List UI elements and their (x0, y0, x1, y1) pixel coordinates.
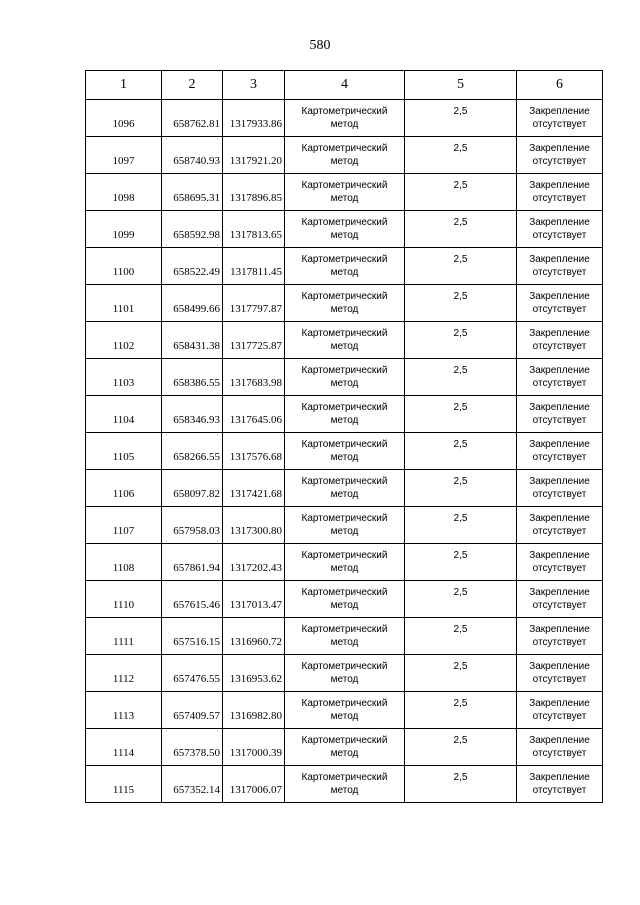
method-line-2: метод (330, 341, 359, 352)
table-row (86, 766, 603, 803)
fixation-cell (517, 359, 603, 396)
method-line-1: Картометрический (301, 550, 388, 561)
method-cell (285, 248, 405, 285)
fixation-cell (517, 618, 603, 655)
method-line-1: Картометрический (301, 180, 388, 191)
point-number-cell: 1102 (86, 322, 162, 359)
x-coordinate-cell: 658346.93 (162, 396, 223, 433)
method-cell (285, 137, 405, 174)
fixation-line-2: отсутствует (532, 304, 587, 315)
fixation-line-2: отсутствует (532, 267, 587, 278)
accuracy-cell: 2,5 (405, 396, 517, 433)
method-line-1: Картометрический (301, 661, 388, 672)
point-number-cell: 1097 (86, 137, 162, 174)
point-number-cell: 1107 (86, 507, 162, 544)
point-number-cell: 1113 (86, 692, 162, 729)
table-row (86, 507, 603, 544)
method-cell (285, 359, 405, 396)
y-coordinate-cell: 1317797.87 (223, 285, 285, 322)
accuracy-cell: 2,5 (405, 655, 517, 692)
fixation-line-1: Закрепление (529, 217, 590, 228)
method-cell (285, 581, 405, 618)
fixation-line-2: отсутствует (532, 119, 587, 130)
table-header-row (86, 71, 603, 100)
fixation-line-2: отсутствует (532, 674, 587, 685)
fixation-cell (517, 507, 603, 544)
method-cell (285, 396, 405, 433)
method-cell (285, 655, 405, 692)
x-coordinate-cell: 658592.98 (162, 211, 223, 248)
method-line-1: Картометрический (301, 328, 388, 339)
fixation-line-1: Закрепление (529, 254, 590, 265)
method-line-2: метод (330, 600, 359, 611)
fixation-line-1: Закрепление (529, 661, 590, 672)
fixation-line-1: Закрепление (529, 106, 590, 117)
fixation-cell (517, 248, 603, 285)
x-coordinate-cell: 658740.93 (162, 137, 223, 174)
column-header-4: 4 (285, 71, 405, 100)
method-cell (285, 729, 405, 766)
fixation-line-1: Закрепление (529, 180, 590, 191)
method-line-1: Картометрический (301, 624, 388, 635)
table-row (86, 174, 603, 211)
y-coordinate-cell: 1317896.85 (223, 174, 285, 211)
fixation-line-1: Закрепление (529, 772, 590, 783)
fixation-line-2: отсутствует (532, 748, 587, 759)
point-number-cell: 1103 (86, 359, 162, 396)
y-coordinate-cell: 1317300.80 (223, 507, 285, 544)
x-coordinate-cell: 658499.66 (162, 285, 223, 322)
table-row (86, 544, 603, 581)
method-line-2: метод (330, 526, 359, 537)
fixation-line-1: Закрепление (529, 735, 590, 746)
method-line-1: Картометрический (301, 254, 388, 265)
accuracy-cell: 2,5 (405, 470, 517, 507)
y-coordinate-cell: 1317921.20 (223, 137, 285, 174)
fixation-line-1: Закрепление (529, 550, 590, 561)
method-cell (285, 285, 405, 322)
method-line-2: метод (330, 748, 359, 759)
accuracy-cell: 2,5 (405, 137, 517, 174)
method-line-2: метод (330, 489, 359, 500)
method-line-1: Картометрический (301, 439, 388, 450)
method-line-1: Картометрический (301, 698, 388, 709)
y-coordinate-cell: 1317645.06 (223, 396, 285, 433)
method-line-2: метод (330, 785, 359, 796)
fixation-cell (517, 470, 603, 507)
point-number-cell: 1115 (86, 766, 162, 803)
method-cell (285, 692, 405, 729)
y-coordinate-cell: 1317933.86 (223, 100, 285, 137)
point-number-cell: 1106 (86, 470, 162, 507)
method-cell (285, 766, 405, 803)
fixation-line-1: Закрепление (529, 513, 590, 524)
point-number-cell: 1098 (86, 174, 162, 211)
fixation-line-2: отсутствует (532, 452, 587, 463)
fixation-cell (517, 100, 603, 137)
fixation-line-1: Закрепление (529, 402, 590, 413)
x-coordinate-cell: 658266.55 (162, 433, 223, 470)
y-coordinate-cell: 1316982.80 (223, 692, 285, 729)
method-cell (285, 322, 405, 359)
accuracy-cell: 2,5 (405, 729, 517, 766)
fixation-line-1: Закрепление (529, 365, 590, 376)
fixation-cell (517, 581, 603, 618)
fixation-cell (517, 211, 603, 248)
method-line-2: метод (330, 452, 359, 463)
fixation-line-1: Закрепление (529, 587, 590, 598)
point-number-cell: 1110 (86, 581, 162, 618)
fixation-cell (517, 655, 603, 692)
accuracy-cell: 2,5 (405, 618, 517, 655)
method-line-1: Картометрический (301, 476, 388, 487)
column-header-6: 6 (517, 71, 603, 100)
method-line-1: Картометрический (301, 106, 388, 117)
point-number-cell: 1112 (86, 655, 162, 692)
fixation-line-1: Закрепление (529, 328, 590, 339)
fixation-line-1: Закрепление (529, 291, 590, 302)
method-line-2: метод (330, 563, 359, 574)
method-cell (285, 211, 405, 248)
table-row (86, 211, 603, 248)
method-cell (285, 470, 405, 507)
method-line-2: метод (330, 230, 359, 241)
fixation-line-1: Закрепление (529, 439, 590, 450)
table-row (86, 248, 603, 285)
method-line-1: Картометрический (301, 143, 388, 154)
accuracy-cell: 2,5 (405, 507, 517, 544)
method-line-1: Картометрический (301, 513, 388, 524)
x-coordinate-cell: 657352.14 (162, 766, 223, 803)
fixation-cell (517, 285, 603, 322)
table-row (86, 322, 603, 359)
table-row (86, 285, 603, 322)
x-coordinate-cell: 658522.49 (162, 248, 223, 285)
fixation-line-1: Закрепление (529, 624, 590, 635)
point-number-cell: 1101 (86, 285, 162, 322)
fixation-line-2: отсутствует (532, 341, 587, 352)
y-coordinate-cell: 1317576.68 (223, 433, 285, 470)
method-line-1: Картометрический (301, 772, 388, 783)
y-coordinate-cell: 1317725.87 (223, 322, 285, 359)
fixation-cell (517, 433, 603, 470)
fixation-cell (517, 396, 603, 433)
method-line-2: метод (330, 637, 359, 648)
method-cell (285, 433, 405, 470)
point-number-cell: 1096 (86, 100, 162, 137)
method-line-2: метод (330, 156, 359, 167)
method-line-2: метод (330, 415, 359, 426)
y-coordinate-cell: 1317000.39 (223, 729, 285, 766)
y-coordinate-cell: 1316953.62 (223, 655, 285, 692)
method-cell (285, 174, 405, 211)
x-coordinate-cell: 657861.94 (162, 544, 223, 581)
table-row (86, 396, 603, 433)
accuracy-cell: 2,5 (405, 544, 517, 581)
column-header-3: 3 (223, 71, 285, 100)
fixation-line-1: Закрепление (529, 698, 590, 709)
accuracy-cell: 2,5 (405, 692, 517, 729)
method-cell (285, 100, 405, 137)
y-coordinate-cell: 1317421.68 (223, 470, 285, 507)
accuracy-cell: 2,5 (405, 211, 517, 248)
fixation-line-2: отсутствует (532, 378, 587, 389)
point-number-cell: 1108 (86, 544, 162, 581)
method-line-1: Картометрический (301, 735, 388, 746)
method-line-1: Картометрический (301, 587, 388, 598)
accuracy-cell: 2,5 (405, 100, 517, 137)
method-cell (285, 507, 405, 544)
table-row (86, 655, 603, 692)
point-number-cell: 1105 (86, 433, 162, 470)
fixation-line-2: отсутствует (532, 415, 587, 426)
fixation-line-2: отсутствует (532, 785, 587, 796)
table-row (86, 581, 603, 618)
x-coordinate-cell: 658431.38 (162, 322, 223, 359)
table-row (86, 100, 603, 137)
point-number-cell: 1104 (86, 396, 162, 433)
fixation-cell (517, 544, 603, 581)
fixation-cell (517, 692, 603, 729)
accuracy-cell: 2,5 (405, 248, 517, 285)
fixation-cell (517, 729, 603, 766)
y-coordinate-cell: 1317006.07 (223, 766, 285, 803)
x-coordinate-cell: 658695.31 (162, 174, 223, 211)
table-row (86, 692, 603, 729)
accuracy-cell: 2,5 (405, 285, 517, 322)
fixation-line-2: отсутствует (532, 156, 587, 167)
method-cell (285, 618, 405, 655)
accuracy-cell: 2,5 (405, 359, 517, 396)
fixation-line-1: Закрепление (529, 143, 590, 154)
x-coordinate-cell: 657958.03 (162, 507, 223, 544)
fixation-line-2: отсутствует (532, 193, 587, 204)
accuracy-cell: 2,5 (405, 766, 517, 803)
y-coordinate-cell: 1317811.45 (223, 248, 285, 285)
column-header-5: 5 (405, 71, 517, 100)
accuracy-cell: 2,5 (405, 174, 517, 211)
table-row (86, 433, 603, 470)
fixation-line-2: отсутствует (532, 711, 587, 722)
method-cell (285, 544, 405, 581)
method-line-1: Картометрический (301, 365, 388, 376)
x-coordinate-cell: 658097.82 (162, 470, 223, 507)
method-line-2: метод (330, 378, 359, 389)
method-line-2: метод (330, 674, 359, 685)
accuracy-cell: 2,5 (405, 322, 517, 359)
x-coordinate-cell: 657615.46 (162, 581, 223, 618)
method-line-2: метод (330, 119, 359, 130)
table-row (86, 618, 603, 655)
fixation-line-2: отсутствует (532, 489, 587, 500)
x-coordinate-cell: 658762.81 (162, 100, 223, 137)
method-line-1: Картометрический (301, 291, 388, 302)
fixation-line-2: отсутствует (532, 637, 587, 648)
method-line-2: метод (330, 711, 359, 722)
x-coordinate-cell: 657476.55 (162, 655, 223, 692)
table-row (86, 470, 603, 507)
fixation-line-2: отсутствует (532, 563, 587, 574)
point-number-cell: 1099 (86, 211, 162, 248)
y-coordinate-cell: 1316960.72 (223, 618, 285, 655)
accuracy-cell: 2,5 (405, 581, 517, 618)
table-body (86, 100, 603, 803)
fixation-line-1: Закрепление (529, 476, 590, 487)
fixation-line-2: отсутствует (532, 230, 587, 241)
column-header-2: 2 (162, 71, 223, 100)
method-line-1: Картометрический (301, 402, 388, 413)
point-number-cell: 1100 (86, 248, 162, 285)
coordinates-table (85, 70, 603, 803)
fixation-cell (517, 137, 603, 174)
method-line-2: метод (330, 267, 359, 278)
fixation-cell (517, 766, 603, 803)
fixation-cell (517, 322, 603, 359)
method-line-2: метод (330, 304, 359, 315)
x-coordinate-cell: 657378.50 (162, 729, 223, 766)
method-line-1: Картометрический (301, 217, 388, 228)
fixation-line-2: отсутствует (532, 600, 587, 611)
y-coordinate-cell: 1317683.98 (223, 359, 285, 396)
fixation-cell (517, 174, 603, 211)
y-coordinate-cell: 1317013.47 (223, 581, 285, 618)
x-coordinate-cell: 657409.57 (162, 692, 223, 729)
column-header-1: 1 (86, 71, 162, 100)
y-coordinate-cell: 1317813.65 (223, 211, 285, 248)
fixation-line-2: отсутствует (532, 526, 587, 537)
x-coordinate-cell: 658386.55 (162, 359, 223, 396)
table-row (86, 359, 603, 396)
method-line-2: метод (330, 193, 359, 204)
table-row (86, 137, 603, 174)
y-coordinate-cell: 1317202.43 (223, 544, 285, 581)
point-number-cell: 1111 (86, 618, 162, 655)
point-number-cell: 1114 (86, 729, 162, 766)
accuracy-cell: 2,5 (405, 433, 517, 470)
x-coordinate-cell: 657516.15 (162, 618, 223, 655)
page-number: 580 (309, 38, 331, 53)
table-row (86, 729, 603, 766)
